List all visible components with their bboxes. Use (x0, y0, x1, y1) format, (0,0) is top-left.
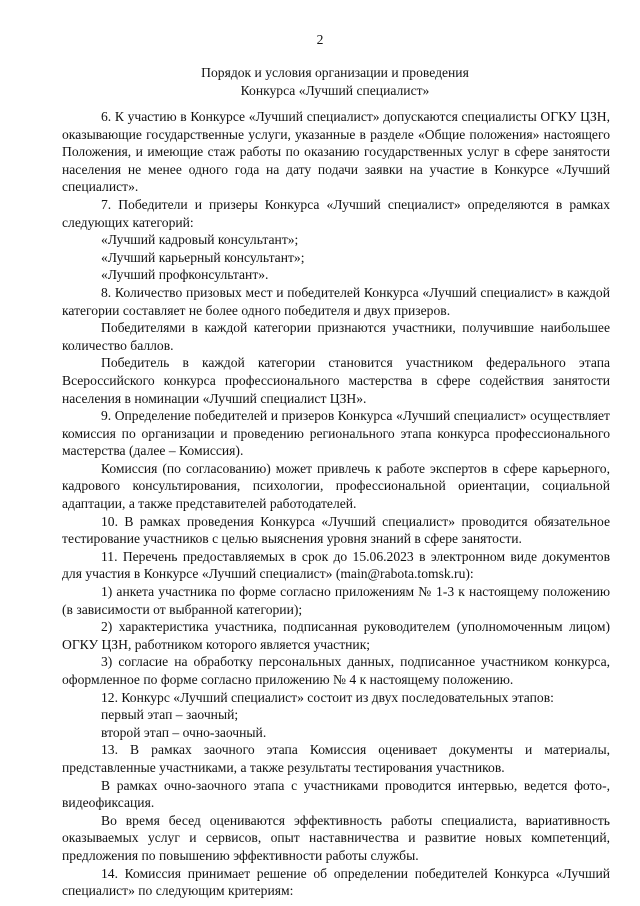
paragraph: В рамках очно-заочного этапа с участниками проводится интервью, ведется фото-, видеофиксация. (62, 777, 610, 811)
paragraph-9: 9. Определение победителей и призеров Конкурса «Лучший специалист» осуществляет комиссия по организации и проведению регионального этапа конкурса профессионального мастерства (далее – Комиссия). (62, 408, 610, 459)
heading-line-1: Порядок и условия организации и проведения (201, 65, 469, 80)
paragraph-11: 11. Перечень предоставляемых в срок до 15.06.2023 в электронном виде документов для участия в Конкурсе «Лучший специалист» (main@rabota.tomsk.ru): (62, 548, 610, 582)
stage-item: первый этап – заочный; (101, 707, 239, 723)
paragraph-6: 6. К участию в Конкурсе «Лучший специалист» допускаются специалисты ОГКУ ЦЗН, оказывающие государственные услуги, указанные в разделе «Общие положения» настоящего Положения, и имеющие стаж работы по оказанию государственных услуг в сфере занятости населения не менее одного года на дату подачи заявки на участие в Конкурсе «Лучший специалист». (62, 109, 610, 195)
document-list-item: 2) характеристика участника, подписанная руководителем (уполномоченным лицом) ОГКУ ЦЗН, работником которого является участник; (62, 619, 610, 652)
document-list-item: 3) согласие на обработку персональных данных, подписанное участником конкурса, оформленное по форме согласно приложению № 4 к настоящему положению. (62, 654, 610, 687)
paragraph-13: 13. В рамках заочного этапа Комиссия оценивает документы и материалы, представленные участниками, а также результаты тестирования участников. (62, 742, 610, 775)
paragraph: Во время бесед оцениваются эффективность работы специалиста, вариативность оказываемых услуг и сервисов, опыт наставничества и развитие новых компетенций, предложения по повышению эффективности работы службы. (62, 812, 610, 863)
section-heading (60, 64, 610, 99)
category-item: «Лучший профконсультант». (101, 267, 269, 283)
category-item: «Лучший карьерный консультант»; (101, 249, 305, 265)
paragraph: Победитель в каждой категории становится участником федерального этапа Всероссийского конкурса профессионального мастерства в сфере содействия занятости населения в номинации «Лучший специалист ЦЗН». (62, 355, 610, 406)
page-number: 2 (316, 32, 324, 47)
paragraph-14: 14. Комиссия принимает решение об определении победителей Конкурса «Лучший специалист» по следующим критериям: (62, 865, 610, 899)
document-list-item: 1) анкета участника по форме согласно приложениям № 1-3 к настоящему положению (в зависимости от выбранной категории); (62, 584, 610, 617)
paragraph-12: 12. Конкурс «Лучший специалист» состоит из двух последовательных этапов: (101, 689, 554, 705)
paragraph-8: 8. Количество призовых мест и победителей Конкурса «Лучший специалист» в каждой категории составляет не более одного победителя и двух призеров. (62, 284, 610, 318)
paragraph-10: 10. В рамках проведения Конкурса «Лучший специалист» проводится обязательное тестирование участников с целью выяснения уровня знаний в сфере занятости. (62, 513, 610, 547)
category-item: «Лучший кадровый консультант»; (101, 232, 299, 248)
paragraph: Комиссия (по согласованию) может привлечь к работе экспертов в сфере карьерного, кадрового консультирования, психологии, профессиональной ориентации, социальной адаптации, а также представителей работодателей. (62, 460, 610, 512)
heading-line-2: Конкурса «Лучший специалист» (240, 82, 430, 98)
stage-item: второй этап – очно-заочный. (101, 724, 267, 740)
paragraph: Победителями в каждой категории признаются участники, получившие наибольшее количество баллов. (62, 320, 610, 353)
paragraph-7: 7. Победители и призеры Конкурса «Лучший специалист» определяются в рамках следующих категорий: (62, 196, 610, 230)
document-body (62, 108, 610, 900)
